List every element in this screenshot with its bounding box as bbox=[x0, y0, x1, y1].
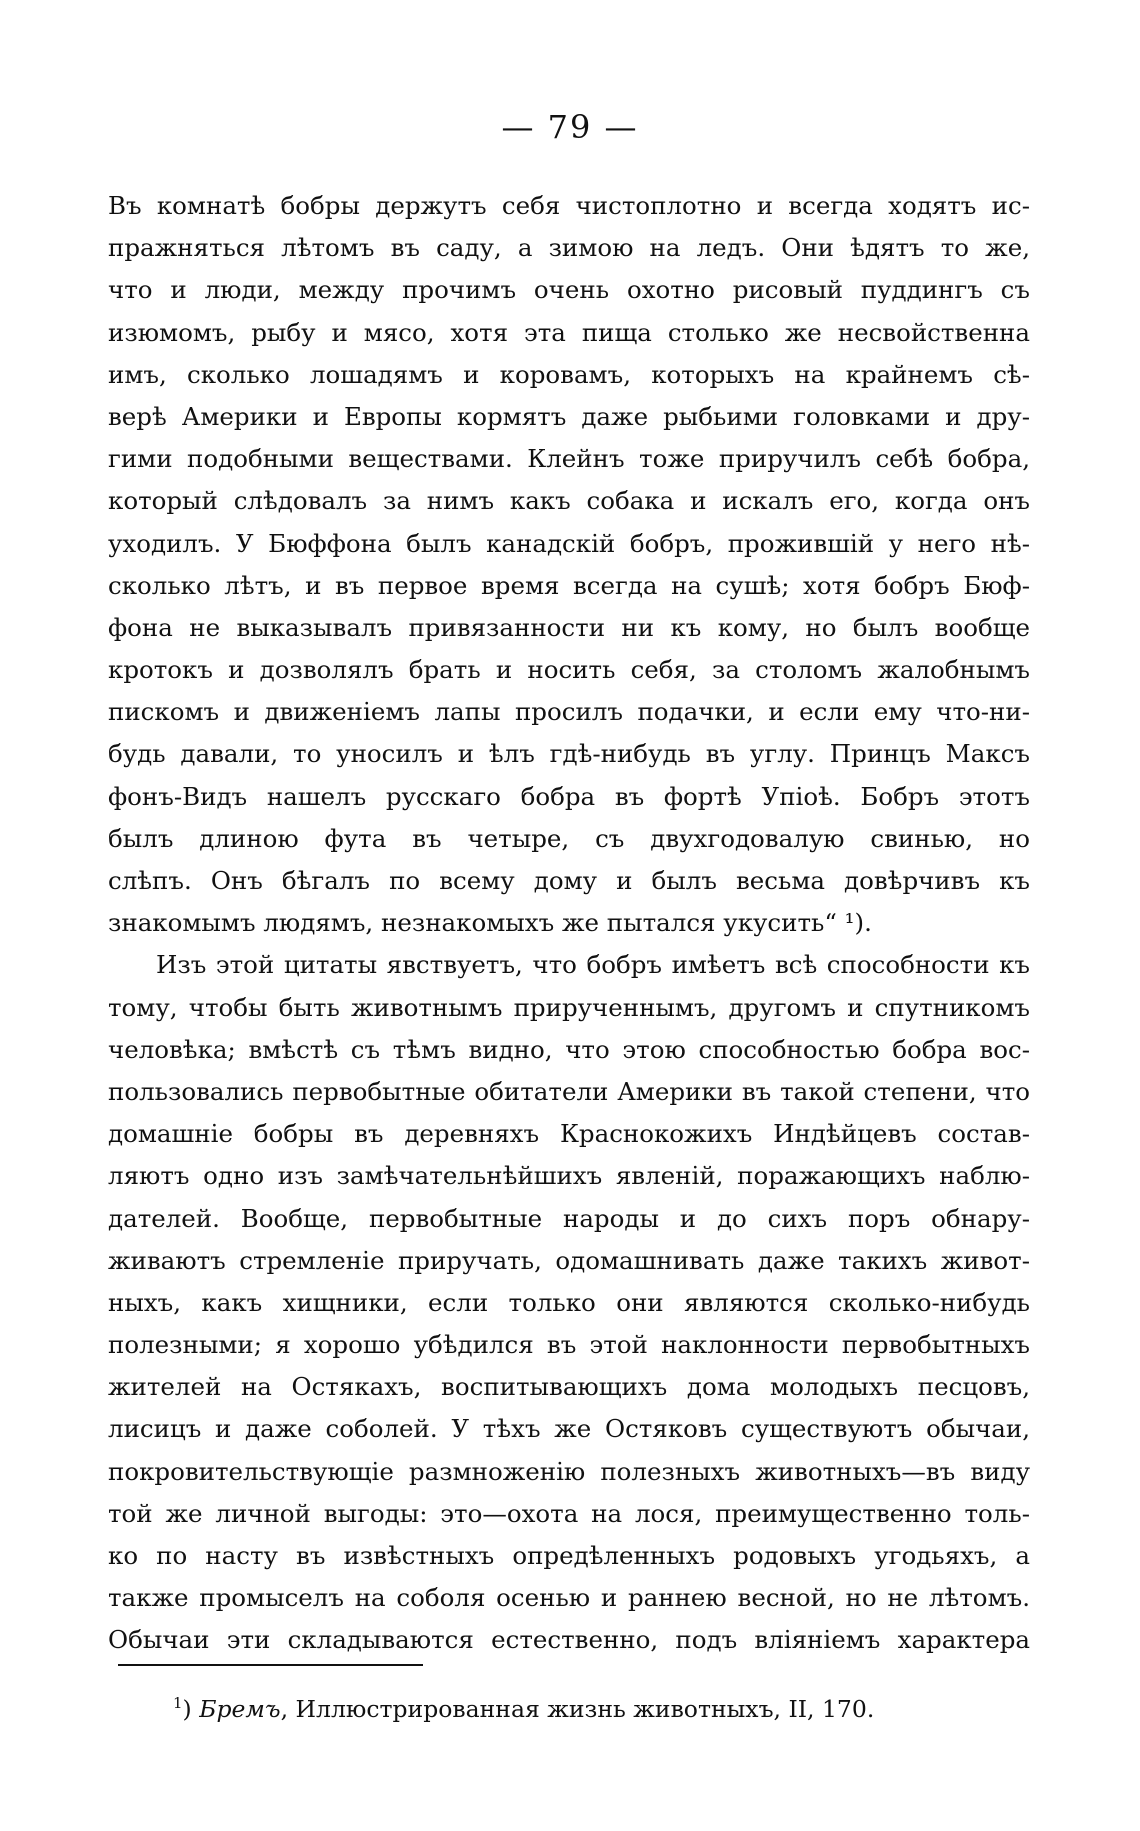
text-line: что и люди, между прочимъ очень охотно рисовый пуддингъ съ bbox=[108, 275, 1030, 305]
text-line: пискомъ и движеніемъ лапы просилъ подачки, и если ему что-ни- bbox=[108, 697, 1030, 727]
text-line: который слѣдовалъ за нимъ какъ собака и искалъ его, когда онъ bbox=[108, 486, 1030, 516]
text-line: былъ длиною фута въ четыре, съ двухгодовалую свинью, но bbox=[108, 823, 1030, 853]
text-line: знакомымъ людямъ, незнакомыхъ же пытался укусить“ ¹). bbox=[108, 908, 872, 938]
text-line: кротокъ и дозволялъ брать и носить себя, за столомъ жалобнымъ bbox=[108, 655, 1030, 685]
footnote-text: , Иллюстрированная жизнь животныхъ, II, 170. bbox=[280, 1695, 875, 1723]
text-line: покровительствующіе размноженію полезныхъ животныхъ—въ виду bbox=[108, 1456, 1030, 1486]
text-line: полезными; я хорошо убѣдился въ этой наклонности первобытныхъ bbox=[108, 1330, 1030, 1360]
footnote-author: Бремъ bbox=[199, 1695, 281, 1723]
footnote-marker: 1 bbox=[173, 1694, 183, 1712]
text-line: уходилъ. У Бюффона былъ канадскій бобръ, прожившій у него нѣ- bbox=[108, 528, 1030, 558]
text-line: гими подобными веществами. Клейнъ тоже приручилъ себѣ бобра, bbox=[108, 444, 1030, 474]
text-line: человѣка; вмѣстѣ съ тѣмъ видно, что этою способностью бобра вос- bbox=[108, 1034, 1030, 1064]
text-line: верѣ Америки и Европы кормятъ даже рыбьими головками и дру- bbox=[108, 401, 1030, 431]
text-line: фонъ-Видъ нашелъ русскаго бобра въ фортѣ Упіоѣ. Бобръ этотъ bbox=[108, 781, 1030, 811]
text-line: той же личной выгоды: это—охота на лося, преимущественно толь- bbox=[108, 1498, 1030, 1528]
text-line: изюмомъ, рыбу и мясо, хотя эта пища столько же несвойственна bbox=[108, 317, 1030, 347]
text-line: ляютъ одно изъ замѣчательнѣйшихъ явленій, поражающихъ наблю- bbox=[108, 1161, 1030, 1191]
text-line: Въ комнатѣ бобры держутъ себя чистоплотно и всегда ходятъ ис- bbox=[108, 191, 1030, 220]
text-line: домашніе бобры въ деревняхъ Краснокожихъ Индѣйцевъ состав- bbox=[108, 1119, 1030, 1149]
text-line: слѣпъ. Онъ бѣгалъ по всему дому и былъ весьма довѣрчивъ къ bbox=[108, 866, 1030, 895]
text-line: имъ, сколько лошадямъ и коровамъ, которыхъ на крайнемъ сѣ- bbox=[108, 359, 1030, 389]
main-text bbox=[108, 185, 1030, 1662]
text-line: сколько лѣтъ, и въ первое время всегда на сушѣ; хотя бобръ Бюф- bbox=[108, 570, 1030, 600]
text-line: будь давали, то уносилъ и ѣлъ гдѣ-нибудь въ углу. Принцъ Максъ bbox=[108, 739, 1030, 769]
footnote bbox=[173, 1688, 874, 1724]
text-line: тому, чтобы быть животнымъ прирученнымъ, другомъ и спутникомъ bbox=[108, 992, 1030, 1022]
text-line: жителей на Остякахъ, воспитывающихъ дома молодыхъ песцовъ, bbox=[108, 1372, 1030, 1402]
text-line: живаютъ стремленіе приручать, одомашнивать даже такихъ живот- bbox=[108, 1245, 1030, 1275]
text-line: пользовались первобытные обитатели Америки въ такой степени, что bbox=[108, 1076, 1030, 1106]
footnote-divider bbox=[118, 1664, 423, 1666]
footnote-marker-paren: ) bbox=[182, 1695, 192, 1723]
text-line: дателей. Вообще, первобытные народы и до сихъ поръ обнару- bbox=[108, 1203, 1030, 1233]
page-number: — 79 — bbox=[501, 108, 639, 146]
text-line: фона не выказывалъ привязанности ни къ кому, но былъ вообще bbox=[108, 612, 1030, 642]
text-line: также промыселъ на соболя осенью и раннею весной, но не лѣтомъ. bbox=[108, 1583, 1030, 1613]
text-line: Изъ этой цитаты явствуетъ, что бобръ имѣетъ всѣ способности къ bbox=[156, 950, 1030, 980]
text-line: ко по насту въ извѣстныхъ опредѣленныхъ родовыхъ угодьяхъ, а bbox=[108, 1541, 1030, 1570]
text-line: Обычаи эти складываются естественно, подъ вліяніемъ характера bbox=[108, 1625, 1030, 1655]
text-line: лисицъ и даже соболей. У тѣхъ же Остяковъ существуютъ обычаи, bbox=[108, 1414, 1030, 1444]
text-line: ныхъ, какъ хищники, если только они являются сколько-нибудь bbox=[108, 1287, 1030, 1317]
text-line: пражняться лѣтомъ въ саду, а зимою на ледъ. Они ѣдятъ то же, bbox=[108, 233, 1030, 263]
